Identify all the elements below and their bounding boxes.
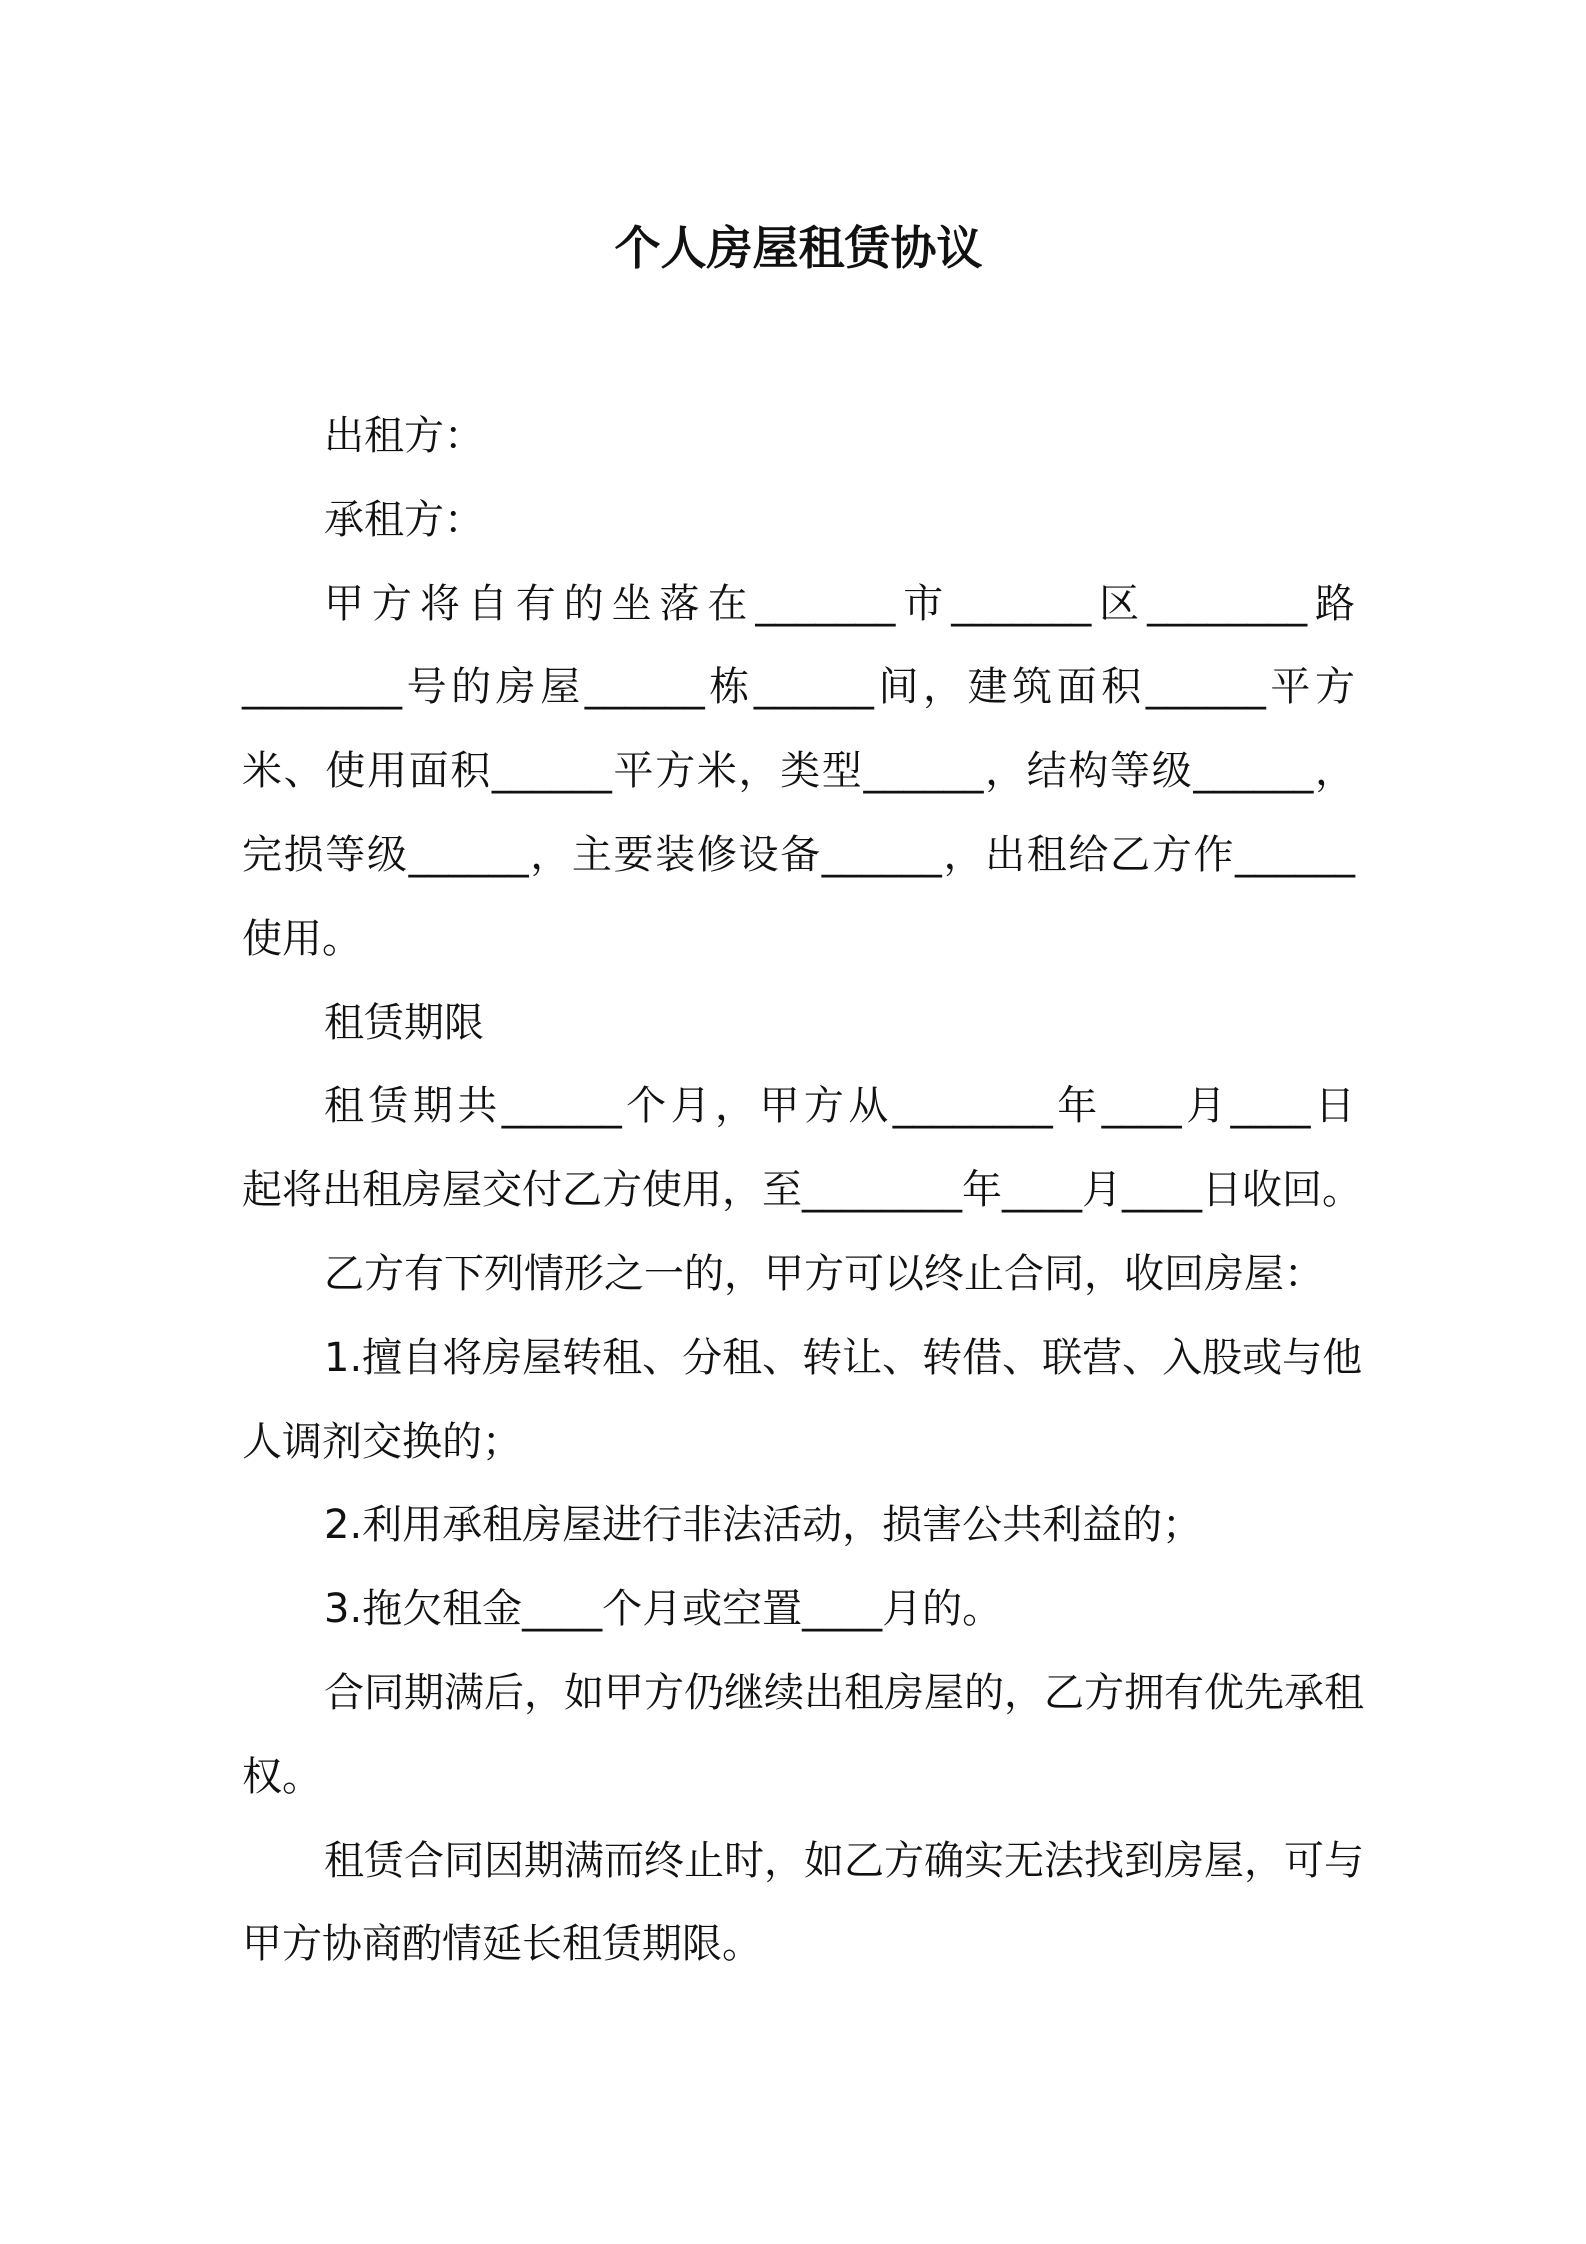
- document-title: 个人房屋租赁协议: [614, 221, 983, 275]
- termination-intro: 乙方有下列情形之一的，甲方可以终止合同，收回房屋：: [324, 1250, 1324, 1297]
- lessor-label: 出租方：: [324, 413, 484, 459]
- termination-item-line: 2.利用承租房屋进行非法活动，损害公共利益的；: [324, 1502, 1203, 1549]
- premises-clause-line: ________号的房屋______栋______间，建筑面积______平方: [242, 664, 1355, 711]
- extension-clause-line: 甲方协商酌情延长租赁期限。: [242, 1921, 762, 1968]
- termination-item-line: 人调剂交换的；: [242, 1418, 522, 1465]
- document-body: [242, 395, 1364, 1987]
- termination-item-line: 3.拖欠租金____个月或空置____月的。: [324, 1586, 1003, 1633]
- extension-clause-line: 租赁合同因期满而终止时，如乙方确实无法找到房屋，可与: [324, 1837, 1364, 1884]
- premises-clause-line: 使用。: [242, 915, 362, 962]
- premises-clause-line: 米、使用面积______平方米，类型______，结构等级______，: [242, 748, 1355, 795]
- termination-item-line: 1.擅自将房屋转租、分租、转让、转借、联营、入股或与他: [324, 1334, 1363, 1381]
- renewal-clause-line: 权。: [242, 1753, 322, 1800]
- lease-term-clause-line: 起将出租房屋交付乙方使用，至________年____月____日收回。: [242, 1167, 1362, 1214]
- renewal-clause-line: 合同期满后，如甲方仍继续出租房屋的，乙方拥有优先承租: [324, 1669, 1364, 1716]
- lessee-label: 承租方：: [324, 496, 484, 543]
- premises-clause-line: 完损等级______，主要装修设备______，出租给乙方作______: [242, 831, 1355, 878]
- lease-term-heading: 租赁期限: [324, 999, 484, 1046]
- premises-clause-line: 甲方将自有的坐落在_______市_______区________路: [324, 580, 1355, 627]
- lease-term-clause-line: 租赁期共______个月，甲方从________年____月____日: [324, 1083, 1355, 1130]
